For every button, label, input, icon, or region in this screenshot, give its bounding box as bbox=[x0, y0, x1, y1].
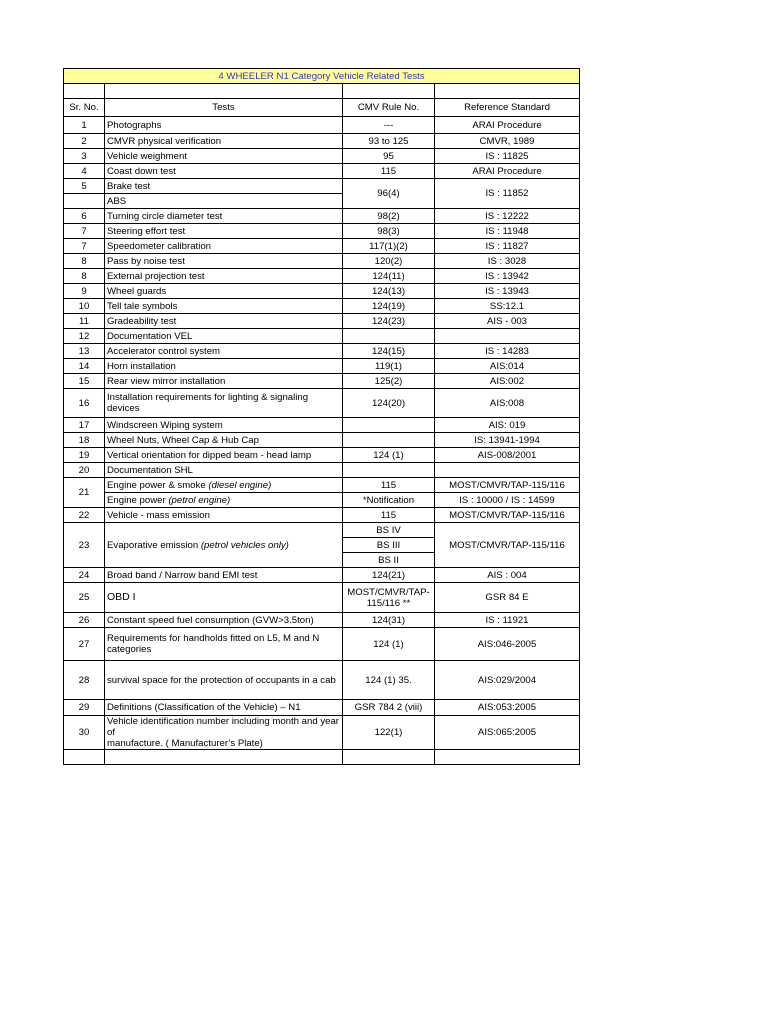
test-cell: survival space for the protection of occupants in a cab bbox=[105, 661, 343, 700]
table-row bbox=[64, 523, 580, 538]
test-cell: Wheel guards bbox=[105, 284, 343, 299]
table-row bbox=[64, 661, 580, 700]
ref-cell: GSR 84 E bbox=[435, 583, 580, 613]
sr-cell: 1 bbox=[64, 117, 105, 134]
rule-cell: 96(4) bbox=[343, 179, 435, 209]
test-cell: Tell tale symbols bbox=[105, 299, 343, 314]
ref-cell: AIS - 003 bbox=[435, 314, 580, 329]
table-row bbox=[64, 344, 580, 359]
sr-cell: 3 bbox=[64, 149, 105, 164]
ref-cell: MOST/CMVR/TAP-115/116 bbox=[435, 523, 580, 568]
rule-cell: 124(11) bbox=[343, 269, 435, 284]
table-row bbox=[64, 149, 580, 164]
sr-cell: 24 bbox=[64, 568, 105, 583]
table-row bbox=[64, 716, 580, 750]
table-row bbox=[64, 433, 580, 448]
rule-cell: *Notification bbox=[343, 493, 435, 508]
rule-cell: 124(15) bbox=[343, 344, 435, 359]
test-cell: Vertical orientation for dipped beam - head lamp bbox=[105, 448, 343, 463]
ref-cell: CMVR, 1989 bbox=[435, 134, 580, 149]
rule-cell: 124 (1) bbox=[343, 628, 435, 661]
rule-cell: BS II bbox=[343, 553, 435, 568]
ref-cell: MOST/CMVR/TAP-115/116 bbox=[435, 508, 580, 523]
ref-cell: IS : 11852 bbox=[435, 179, 580, 209]
empty-row bbox=[64, 750, 580, 765]
sr-cell: 27 bbox=[64, 628, 105, 661]
table-row bbox=[64, 209, 580, 224]
table-row bbox=[64, 254, 580, 269]
rule-cell: 124(23) bbox=[343, 314, 435, 329]
table-row bbox=[64, 374, 580, 389]
test-note: (diesel engine) bbox=[208, 479, 272, 491]
test-cell: Installation requirements for lighting & signaling devices bbox=[105, 389, 343, 418]
ref-cell: AIS:008 bbox=[435, 389, 580, 418]
table-row bbox=[64, 134, 580, 149]
table-row bbox=[64, 269, 580, 284]
header-sr-no: Sr. No. bbox=[64, 99, 105, 117]
test-cell: Vehicle - mass emission bbox=[105, 508, 343, 523]
table-row bbox=[64, 583, 580, 613]
sr-cell: 18 bbox=[64, 433, 105, 448]
rule-cell: 95 bbox=[343, 149, 435, 164]
test-cell: External projection test bbox=[105, 269, 343, 284]
table-row bbox=[64, 448, 580, 463]
ref-cell: IS : 3028 bbox=[435, 254, 580, 269]
sr-cell: 21 bbox=[64, 478, 105, 508]
table-row bbox=[64, 628, 580, 661]
ref-cell: AIS-008/2001 bbox=[435, 448, 580, 463]
sr-cell: 17 bbox=[64, 418, 105, 433]
sr-cell: 23 bbox=[64, 523, 105, 568]
rule-cell: 117(1)(2) bbox=[343, 239, 435, 254]
ref-cell: AIS:053:2005 bbox=[435, 700, 580, 716]
test-cell: Gradeability test bbox=[105, 314, 343, 329]
ref-cell: SS:12.1 bbox=[435, 299, 580, 314]
sr-cell: 28 bbox=[64, 661, 105, 700]
test-cell: Turning circle diameter test bbox=[105, 209, 343, 224]
vehicle-tests-table bbox=[63, 68, 580, 765]
sr-cell: 6 bbox=[64, 209, 105, 224]
test-cell bbox=[105, 493, 343, 508]
rule-line: MOST/CMVR/TAP- bbox=[347, 586, 430, 598]
rule-cell: 125(2) bbox=[343, 374, 435, 389]
test-cell bbox=[105, 628, 343, 661]
sr-cell: 25 bbox=[64, 583, 105, 613]
sr-cell: 26 bbox=[64, 613, 105, 628]
test-line: Vehicle identification number including month and year of bbox=[107, 716, 339, 738]
test-cell bbox=[105, 478, 343, 493]
test-cell: Constant speed fuel consumption (GVW>3.5ton) bbox=[105, 613, 343, 628]
table-row bbox=[64, 179, 580, 194]
sr-cell: 29 bbox=[64, 700, 105, 716]
test-cell: ABS bbox=[105, 194, 343, 209]
ref-cell: IS : 10000 / IS : 14599 bbox=[435, 493, 580, 508]
rule-cell: BS IV bbox=[343, 523, 435, 538]
sr-cell: 8 bbox=[64, 254, 105, 269]
sr-cell: 13 bbox=[64, 344, 105, 359]
test-line: Requirements for handholds fitted on L5, M and N bbox=[107, 633, 320, 644]
rule-cell: 119(1) bbox=[343, 359, 435, 374]
sr-cell: 9 bbox=[64, 284, 105, 299]
ref-cell: ARAI Procedure bbox=[435, 164, 580, 179]
sr-cell: 22 bbox=[64, 508, 105, 523]
header-row bbox=[64, 99, 580, 117]
table-title: 4 WHEELER N1 Category Vehicle Related Tests bbox=[64, 69, 580, 84]
ref-cell: IS : 11827 bbox=[435, 239, 580, 254]
test-cell: Steering effort test bbox=[105, 224, 343, 239]
table-row bbox=[64, 117, 580, 134]
rule-line: 115/116 ** bbox=[366, 597, 411, 609]
test-cell: Coast down test bbox=[105, 164, 343, 179]
rule-cell: BS III bbox=[343, 538, 435, 553]
rule-cell: 115 bbox=[343, 164, 435, 179]
ref-cell: AIS: 019 bbox=[435, 418, 580, 433]
ref-cell bbox=[435, 463, 580, 478]
sr-cell: 10 bbox=[64, 299, 105, 314]
ref-cell: IS : 11948 bbox=[435, 224, 580, 239]
sr-cell: 7 bbox=[64, 224, 105, 239]
test-cell: CMVR physical verification bbox=[105, 134, 343, 149]
test-cell: Documentation SHL bbox=[105, 463, 343, 478]
table-row bbox=[64, 389, 580, 418]
table-row bbox=[64, 700, 580, 716]
test-note: (petrol vehicles only) bbox=[200, 539, 289, 551]
rule-cell: 124(21) bbox=[343, 568, 435, 583]
ref-cell: IS : 13943 bbox=[435, 284, 580, 299]
ref-cell: MOST/CMVR/TAP-115/116 bbox=[435, 478, 580, 493]
test-cell: Documentation VEL bbox=[105, 329, 343, 344]
ref-cell: IS : 12222 bbox=[435, 209, 580, 224]
test-cell bbox=[105, 523, 343, 568]
test-cell: Wheel Nuts, Wheel Cap & Hub Cap bbox=[105, 433, 343, 448]
table-row bbox=[64, 478, 580, 493]
ref-cell: AIS:065:2005 bbox=[435, 716, 580, 750]
test-cell: Photographs bbox=[105, 117, 343, 134]
ref-cell: ARAI Procedure bbox=[435, 117, 580, 134]
rule-cell bbox=[343, 433, 435, 448]
rule-cell: 124(31) bbox=[343, 613, 435, 628]
sr-cell bbox=[64, 194, 105, 209]
test-cell: Horn installation bbox=[105, 359, 343, 374]
rule-cell: 124 (1) 35. bbox=[343, 661, 435, 700]
rule-cell bbox=[343, 329, 435, 344]
sr-cell: 16 bbox=[64, 389, 105, 418]
table-row bbox=[64, 568, 580, 583]
ref-cell bbox=[435, 329, 580, 344]
table-row bbox=[64, 164, 580, 179]
rule-cell: 124(13) bbox=[343, 284, 435, 299]
ref-cell: IS : 11825 bbox=[435, 149, 580, 164]
table-row bbox=[64, 359, 580, 374]
sr-cell: 19 bbox=[64, 448, 105, 463]
table-row bbox=[64, 284, 580, 299]
test-text: Engine power bbox=[107, 494, 166, 506]
test-cell: Speedometer calibration bbox=[105, 239, 343, 254]
table-row bbox=[64, 239, 580, 254]
rule-cell bbox=[343, 418, 435, 433]
test-note: (petrol engine) bbox=[168, 494, 231, 506]
sr-cell: 12 bbox=[64, 329, 105, 344]
test-cell: Definitions (Classification of the Vehicle) – N1 bbox=[105, 700, 343, 716]
rule-cell: 124(19) bbox=[343, 299, 435, 314]
ref-cell: IS: 13941-1994 bbox=[435, 433, 580, 448]
rule-cell bbox=[343, 463, 435, 478]
rule-cell: 98(2) bbox=[343, 209, 435, 224]
table-row bbox=[64, 493, 580, 508]
table-row bbox=[64, 613, 580, 628]
sr-cell: 4 bbox=[64, 164, 105, 179]
test-line: manufacture. ( Manufacturer’s Plate) bbox=[107, 738, 263, 749]
table-row bbox=[64, 224, 580, 239]
test-cell: Broad band / Narrow band EMI test bbox=[105, 568, 343, 583]
table-row bbox=[64, 299, 580, 314]
rule-cell: 124(20) bbox=[343, 389, 435, 418]
ref-cell: AIS : 004 bbox=[435, 568, 580, 583]
rule-cell: 115 bbox=[343, 478, 435, 493]
header-reference-standard: Reference Standard bbox=[435, 99, 580, 117]
rule-cell bbox=[343, 583, 435, 613]
rule-cell: GSR 784 2 (viii) bbox=[343, 700, 435, 716]
table-row bbox=[64, 418, 580, 433]
table-row bbox=[64, 463, 580, 478]
rule-cell: 122(1) bbox=[343, 716, 435, 750]
ref-cell: AIS:014 bbox=[435, 359, 580, 374]
rule-cell: --- bbox=[343, 117, 435, 134]
ref-cell: IS : 11921 bbox=[435, 613, 580, 628]
sr-cell: 14 bbox=[64, 359, 105, 374]
test-cell: Accelerator control system bbox=[105, 344, 343, 359]
sr-cell: 8 bbox=[64, 269, 105, 284]
rule-cell: 115 bbox=[343, 508, 435, 523]
ref-cell: AIS:029/2004 bbox=[435, 661, 580, 700]
test-cell bbox=[105, 716, 343, 750]
test-text: Engine power & smoke bbox=[107, 479, 206, 491]
spacer-row bbox=[64, 84, 580, 99]
test-cell: OBD I bbox=[105, 583, 343, 613]
header-tests: Tests bbox=[105, 99, 343, 117]
test-cell: Windscreen Wiping system bbox=[105, 418, 343, 433]
ref-cell: IS : 14283 bbox=[435, 344, 580, 359]
table-row bbox=[64, 314, 580, 329]
test-cell: Brake test bbox=[105, 179, 343, 194]
test-cell: Pass by noise test bbox=[105, 254, 343, 269]
rule-cell: 120(2) bbox=[343, 254, 435, 269]
table-row bbox=[64, 508, 580, 523]
header-cmv-rule: CMV Rule No. bbox=[343, 99, 435, 117]
rule-cell: 98(3) bbox=[343, 224, 435, 239]
rule-cell: 93 to 125 bbox=[343, 134, 435, 149]
sr-cell: 15 bbox=[64, 374, 105, 389]
sr-cell: 5 bbox=[64, 179, 105, 194]
sr-cell: 20 bbox=[64, 463, 105, 478]
test-cell: Rear view mirror installation bbox=[105, 374, 343, 389]
rule-cell: 124 (1) bbox=[343, 448, 435, 463]
ref-cell: AIS:002 bbox=[435, 374, 580, 389]
table-row bbox=[64, 329, 580, 344]
test-text: Evaporative emission bbox=[107, 539, 199, 551]
sr-cell: 7 bbox=[64, 239, 105, 254]
test-cell: Vehicle weighment bbox=[105, 149, 343, 164]
ref-cell: AIS:046-2005 bbox=[435, 628, 580, 661]
ref-cell: IS : 13942 bbox=[435, 269, 580, 284]
sr-cell: 11 bbox=[64, 314, 105, 329]
table-title-row bbox=[64, 69, 580, 84]
sr-cell: 30 bbox=[64, 716, 105, 750]
test-line: categories bbox=[107, 644, 152, 655]
sr-cell: 2 bbox=[64, 134, 105, 149]
